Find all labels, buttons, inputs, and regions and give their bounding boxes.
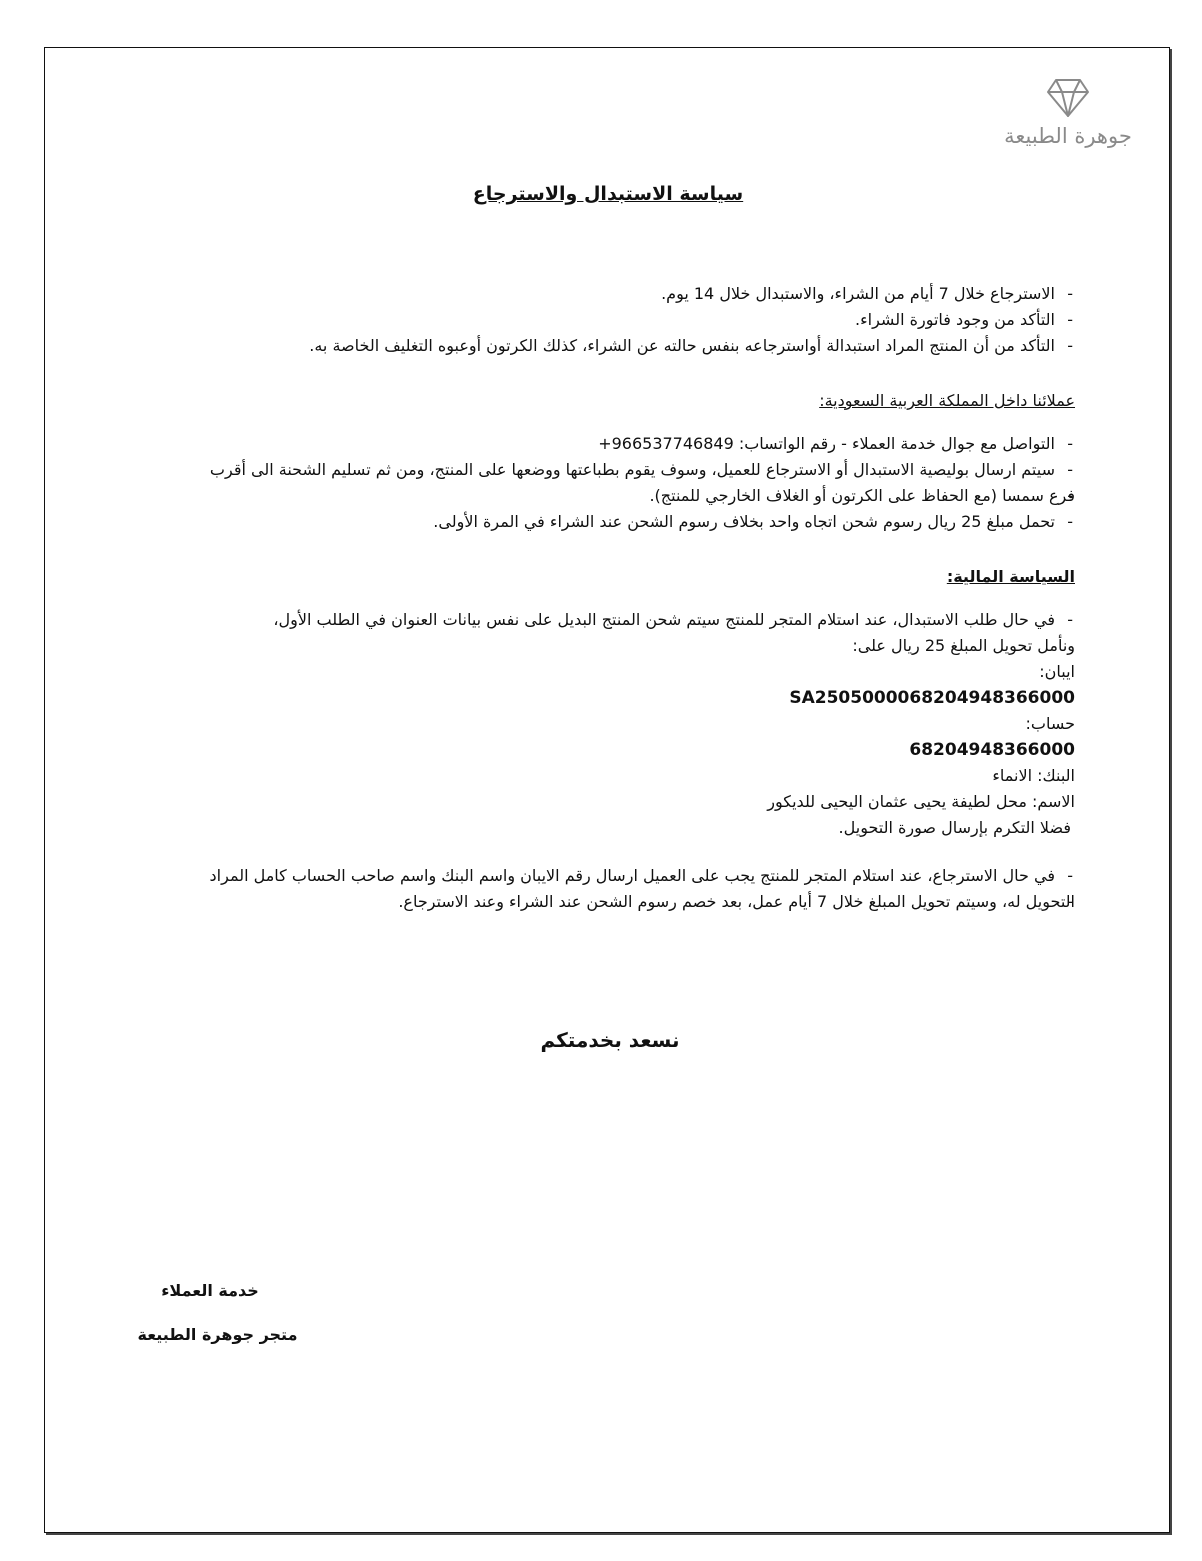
list-item: - تحمل مبلغ 25 ريال رسوم شحن اتجاه واحد بخلاف رسوم الشحن عند الشراء في المرة الأولى. <box>210 509 1075 535</box>
signature-store: متجر جوهرة الطبيعة <box>137 1325 298 1344</box>
financial-section <box>210 564 1075 915</box>
saudi-section-heading: عملائنا داخل المملكة العربية السعودية: <box>819 391 1075 410</box>
iban-label: ايبان: <box>1039 662 1075 681</box>
list-item: - في حال الاسترجاع، عند استلام المتجر للمنتج يجب على العميل ارسال رقم الايبان واسم البنك واسم صاحب الحساب كامل المراد <box>210 863 1075 889</box>
list-item: - التأكد من وجود فاتورة الشراء. <box>309 307 1075 333</box>
brand-logo <box>995 78 1141 148</box>
account-holder-name: الاسم: محل لطيفة يحيى عثمان اليحيى للديكور <box>767 792 1075 811</box>
bank-name: البنك: الانماء <box>992 766 1075 785</box>
account-value: 68204948366000 <box>909 740 1075 760</box>
diamond-icon <box>1046 78 1090 118</box>
iban-value: SA2505000068204948366000 <box>789 688 1075 708</box>
brand-name: جوهرة الطبيعة <box>1004 124 1132 148</box>
account-label: حساب: <box>1025 714 1075 733</box>
general-policy-list <box>309 281 1075 359</box>
list-item: - الاسترجاع خلال 7 أيام من الشراء، والاستبدال خلال 14 يوم. <box>309 281 1075 307</box>
signature-department: خدمة العملاء <box>161 1281 259 1300</box>
page-title: سياسة الاستبدال والاسترجاع <box>472 183 744 205</box>
financial-section-heading: السياسة المالية: <box>946 567 1075 586</box>
list-item: - التأكد من أن المنتج المراد استبدالة أواسترجاعه بنفس حالته عن الشراء، كذلك الكرتون أوعبوه التغليف الخاصة به. <box>309 333 1075 359</box>
transfer-note: فضلا التكرم بإرسال صورة التحويل. <box>838 818 1071 837</box>
saudi-section <box>210 388 1075 535</box>
list-item: - التواصل مع جوال خدمة العملاء - رقم الواتساب: 966537746849+ <box>210 431 1075 457</box>
list-item-continuation: - فرع سمسا (مع الحفاظ على الكرتون أو الغلاف الخارجي للمنتج). <box>210 483 1075 509</box>
closing-message: نسعد بخدمتكم <box>540 1028 680 1052</box>
list-item-continuation: - التحويل له، وسيتم تحويل المبلغ خلال 7 أيام عمل، بعد خصم رسوم الشحن عند الشراء وعند الاسترجاع. <box>210 889 1075 915</box>
list-item: - في حال طلب الاستبدال، عند استلام المتجر للمنتج سيتم شحن المنتج البديل على نفس بيانات العنوان في الطلب الأول، <box>210 607 1075 633</box>
exchange-amount-line: ونأمل تحويل المبلغ 25 ريال على: <box>852 636 1075 655</box>
list-item: - سيتم ارسال بوليصية الاستبدال أو الاسترجاع للعميل، وسوف يقوم بطباعتها ووضعها على المنتج، ومن ثم تسليم الشحنة الى أقرب <box>210 457 1075 483</box>
